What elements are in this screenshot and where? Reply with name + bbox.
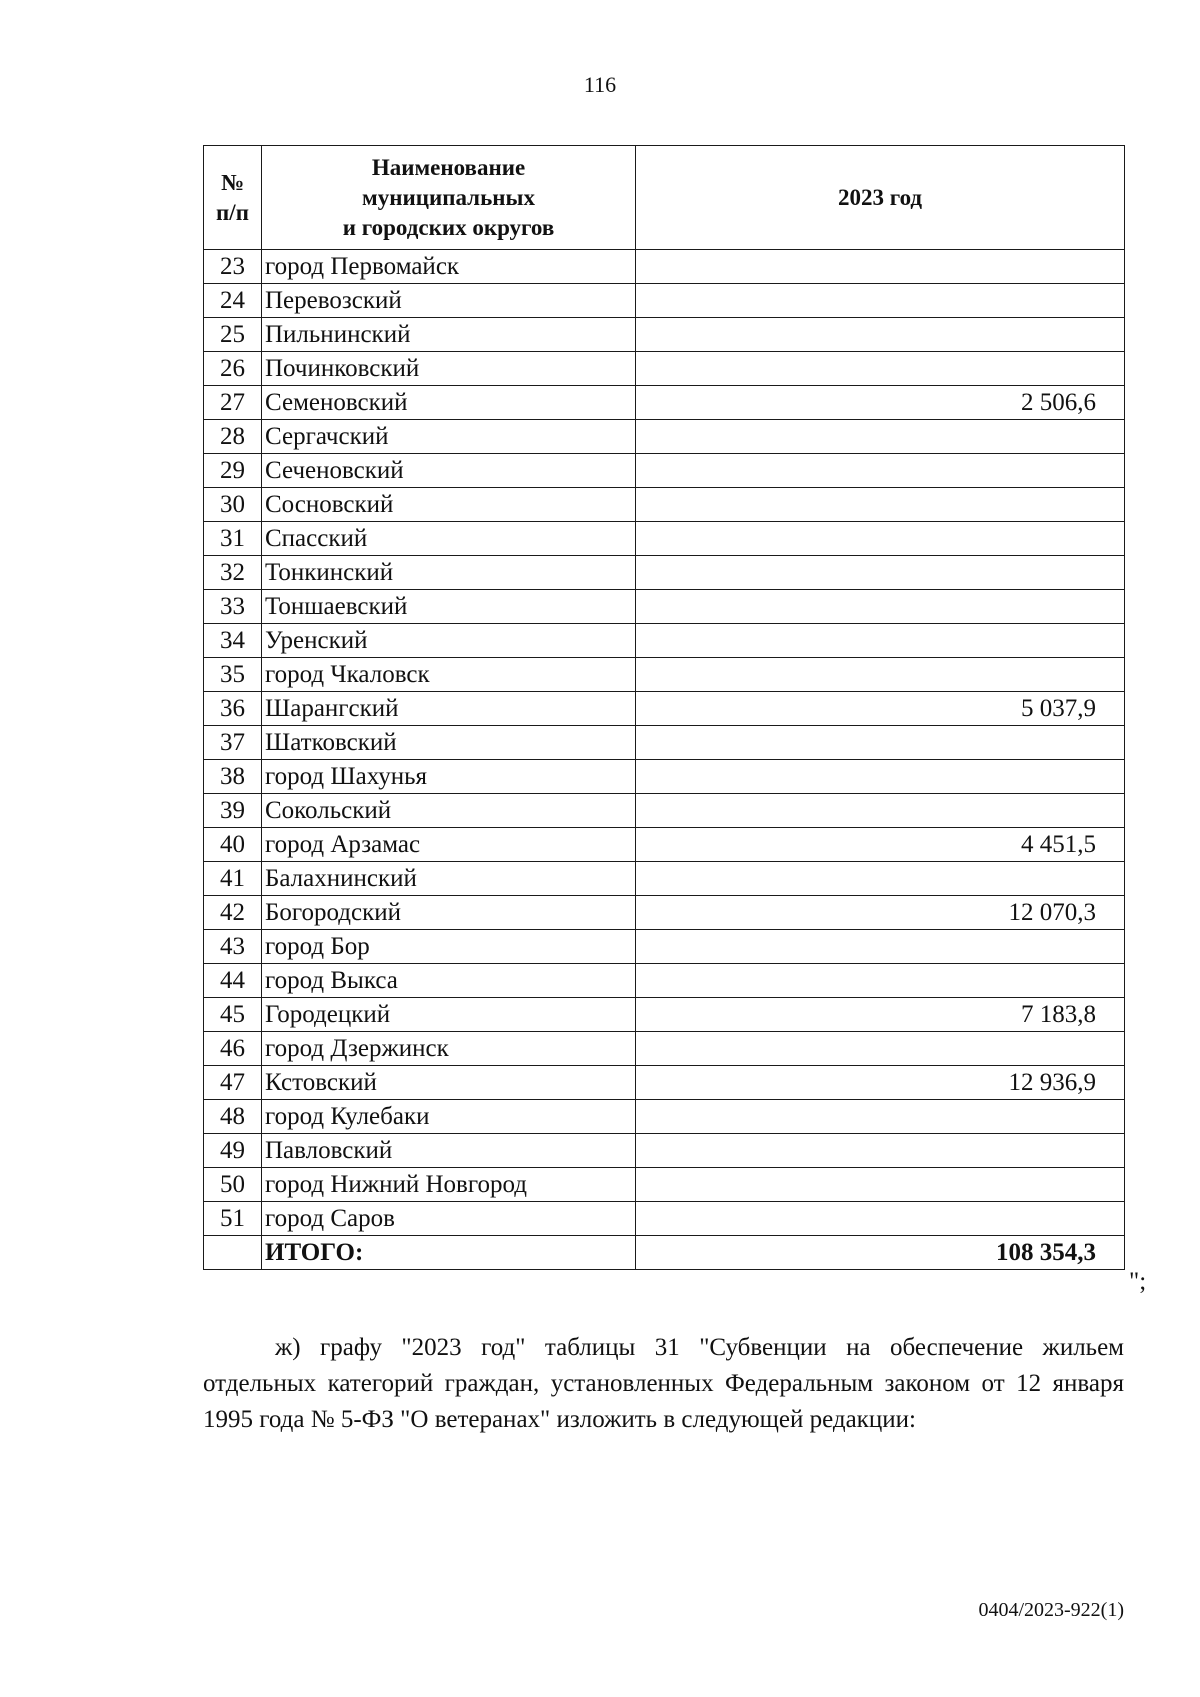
table-row [204, 386, 1125, 420]
row-value [636, 624, 1125, 658]
header-name-line: и городских округов [342, 214, 555, 240]
row-number: 43 [204, 930, 262, 964]
row-name: Шарангский [262, 692, 636, 726]
row-name: Семеновский [262, 386, 636, 420]
row-value [636, 250, 1125, 284]
row-number: 26 [204, 352, 262, 386]
table-row [204, 352, 1125, 386]
row-number: 31 [204, 522, 262, 556]
table-row [204, 828, 1125, 862]
row-value [636, 590, 1125, 624]
table-row [204, 1066, 1125, 1100]
row-number: 23 [204, 250, 262, 284]
row-value [636, 1032, 1125, 1066]
table-row [204, 1134, 1125, 1168]
row-name: город Бор [262, 930, 636, 964]
table-row [204, 1032, 1125, 1066]
row-number: 35 [204, 658, 262, 692]
table-row [204, 760, 1125, 794]
row-value: 4 451,5 [636, 828, 1125, 862]
row-number: 40 [204, 828, 262, 862]
row-name: Перевозский [262, 284, 636, 318]
header-name [262, 146, 636, 250]
total-num-cell [204, 1236, 262, 1270]
row-number: 36 [204, 692, 262, 726]
table-row [204, 556, 1125, 590]
row-name: город Первомайск [262, 250, 636, 284]
row-name: Павловский [262, 1134, 636, 1168]
table-row [204, 1202, 1125, 1236]
subsidy-table [203, 145, 1125, 1270]
row-number: 48 [204, 1100, 262, 1134]
table-row [204, 420, 1125, 454]
row-name: город Саров [262, 1202, 636, 1236]
row-number: 47 [204, 1066, 262, 1100]
table-row [204, 692, 1125, 726]
row-name: Сеченовский [262, 454, 636, 488]
row-name: Кстовский [262, 1066, 636, 1100]
table-body [204, 250, 1125, 1236]
row-name: Богородский [262, 896, 636, 930]
table-row [204, 964, 1125, 998]
row-name: город Арзамас [262, 828, 636, 862]
row-number: 37 [204, 726, 262, 760]
row-number: 24 [204, 284, 262, 318]
header-name-line: муниципальных [362, 184, 535, 210]
row-number: 49 [204, 1134, 262, 1168]
table-row [204, 1168, 1125, 1202]
table-row [204, 658, 1125, 692]
row-number: 44 [204, 964, 262, 998]
row-value [636, 318, 1125, 352]
row-number: 30 [204, 488, 262, 522]
row-value [636, 862, 1125, 896]
row-value [636, 352, 1125, 386]
row-number: 33 [204, 590, 262, 624]
row-number: 39 [204, 794, 262, 828]
row-value [636, 760, 1125, 794]
document-code: 0404/2023-922(1) [978, 1599, 1124, 1621]
row-name: Тонкинский [262, 556, 636, 590]
row-name: город Чкаловск [262, 658, 636, 692]
row-number: 46 [204, 1032, 262, 1066]
header-num-line: № [220, 169, 245, 195]
row-name: Спасский [262, 522, 636, 556]
table-row [204, 1100, 1125, 1134]
row-number: 28 [204, 420, 262, 454]
row-name: Сокольский [262, 794, 636, 828]
row-name: Сосновский [262, 488, 636, 522]
row-name: Шатковский [262, 726, 636, 760]
total-row [204, 1236, 1125, 1270]
table-row [204, 998, 1125, 1032]
row-number: 51 [204, 1202, 262, 1236]
row-number: 42 [204, 896, 262, 930]
row-value: 5 037,9 [636, 692, 1125, 726]
row-name: город Дзержинск [262, 1032, 636, 1066]
row-number: 27 [204, 386, 262, 420]
row-name: город Нижний Новгород [262, 1168, 636, 1202]
row-value [636, 1134, 1125, 1168]
table-row [204, 930, 1125, 964]
row-value [636, 522, 1125, 556]
table-row [204, 590, 1125, 624]
row-number: 32 [204, 556, 262, 590]
header-num [204, 146, 262, 250]
row-name: Уренский [262, 624, 636, 658]
row-value [636, 420, 1125, 454]
row-value [636, 454, 1125, 488]
page-number: 116 [583, 72, 617, 97]
row-value [636, 1100, 1125, 1134]
table-row [204, 250, 1125, 284]
closing-quote: "; [1129, 1268, 1147, 1295]
amendment-paragraph: ж) графу "2023 год" таблицы 31 "Субвенции на обеспечение жильем отдельных категорий граждан, установленных Федеральным законом от 12 января 1995 года № 5-ФЗ "О ветеранах" изложить в следующей редакции: [203, 1334, 1124, 1433]
row-value [636, 284, 1125, 318]
row-value [636, 1202, 1125, 1236]
row-value: 7 183,8 [636, 998, 1125, 1032]
row-name: Починковский [262, 352, 636, 386]
row-name: Балахнинский [262, 862, 636, 896]
total-value: 108 354,3 [636, 1236, 1125, 1270]
header-name-line: Наименование [371, 154, 526, 180]
row-value [636, 1168, 1125, 1202]
row-name: город Шахунья [262, 760, 636, 794]
row-number: 29 [204, 454, 262, 488]
table-row [204, 862, 1125, 896]
row-name: Сергачский [262, 420, 636, 454]
table-row [204, 284, 1125, 318]
row-number: 50 [204, 1168, 262, 1202]
row-value [636, 556, 1125, 590]
row-number: 25 [204, 318, 262, 352]
row-value [636, 658, 1125, 692]
header-value: 2023 год [636, 146, 1125, 250]
table-row [204, 896, 1125, 930]
row-number: 34 [204, 624, 262, 658]
table-row [204, 488, 1125, 522]
table-row [204, 522, 1125, 556]
row-value [636, 794, 1125, 828]
row-value [636, 930, 1125, 964]
total-label: ИТОГО: [262, 1236, 636, 1270]
row-value: 12 936,9 [636, 1066, 1125, 1100]
table-row [204, 794, 1125, 828]
row-value [636, 488, 1125, 522]
row-number: 41 [204, 862, 262, 896]
table-row [204, 624, 1125, 658]
table-row [204, 726, 1125, 760]
row-value: 2 506,6 [636, 386, 1125, 420]
row-name: Тоншаевский [262, 590, 636, 624]
row-name: Городецкий [262, 998, 636, 1032]
row-number: 45 [204, 998, 262, 1032]
table-row [204, 318, 1125, 352]
row-name: город Кулебаки [262, 1100, 636, 1134]
row-value [636, 726, 1125, 760]
table-row [204, 454, 1125, 488]
row-name: город Выкса [262, 964, 636, 998]
table-header-row [204, 146, 1125, 250]
row-value: 12 070,3 [636, 896, 1125, 930]
row-number: 38 [204, 760, 262, 794]
row-name: Пильнинский [262, 318, 636, 352]
header-num-line: п/п [216, 199, 249, 225]
row-value [636, 964, 1125, 998]
